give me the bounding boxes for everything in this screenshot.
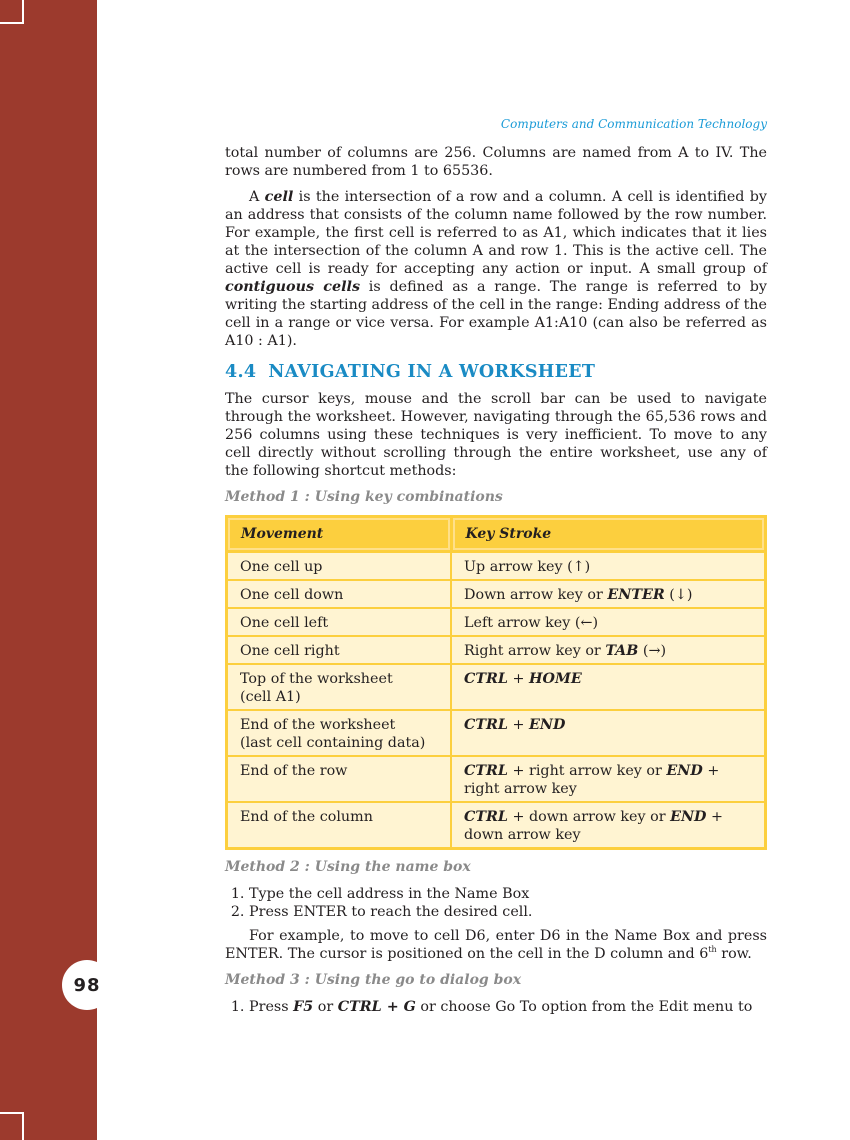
list-item: 2. Press ENTER to reach the desired cell. bbox=[249, 903, 767, 921]
movement-cell: End of the row bbox=[227, 756, 452, 802]
movement-cell: End of the column bbox=[227, 802, 452, 849]
keystroke-cell bbox=[451, 636, 766, 664]
table-row bbox=[227, 710, 766, 756]
text-run: or bbox=[313, 999, 338, 1015]
table-row bbox=[227, 756, 766, 802]
keystroke-cell bbox=[451, 802, 766, 849]
method3-title: Method 3 : Using the go to dialog box bbox=[225, 972, 522, 988]
table-row bbox=[227, 636, 766, 664]
method2-example bbox=[225, 927, 767, 963]
table-row bbox=[227, 552, 766, 581]
term-cell: cell bbox=[264, 189, 294, 205]
left-arrow-icon: ← bbox=[580, 615, 593, 631]
key-name: CTRL + G bbox=[337, 999, 416, 1015]
list-item bbox=[249, 998, 767, 1016]
text-run: Press bbox=[249, 999, 294, 1015]
text-run: A bbox=[249, 189, 265, 205]
text-run: + right arrow key or bbox=[507, 763, 667, 779]
keystroke-cell bbox=[451, 608, 766, 636]
intro-paragraph: total number of columns are 256. Columns are named from A to IV. The rows are numbered from 1 to 65536. bbox=[225, 145, 767, 179]
header-movement: Movement bbox=[227, 517, 452, 552]
text-run: Up arrow key ( bbox=[464, 559, 573, 575]
key-name: END bbox=[670, 809, 707, 825]
movement-cell: One cell down bbox=[227, 580, 452, 608]
text-run: + right arrow key bbox=[464, 763, 720, 797]
right-arrow-icon: (→ bbox=[638, 643, 661, 659]
down-arrow-icon: (↓ bbox=[664, 587, 687, 603]
text-run: End of the worksheet bbox=[240, 717, 396, 733]
keystroke-cell bbox=[451, 756, 766, 802]
term-contiguous-cells: contiguous cells bbox=[225, 279, 360, 295]
movement-cell bbox=[227, 664, 452, 710]
keystroke-cell bbox=[451, 710, 766, 756]
key-name: CTRL bbox=[464, 671, 508, 687]
movement-cell bbox=[227, 710, 452, 756]
superscript: th bbox=[708, 945, 717, 955]
table-row bbox=[227, 580, 766, 608]
text-run: ) bbox=[584, 559, 591, 575]
running-head: Computers and Communication Technology bbox=[500, 117, 767, 131]
list-item: 1. Type the cell address in the Name Box bbox=[249, 885, 767, 903]
page-number: 98 bbox=[62, 960, 112, 1010]
method3-steps bbox=[225, 998, 767, 1016]
text-run: (cell A1) bbox=[240, 689, 301, 705]
key-name: ENTER bbox=[607, 587, 665, 603]
section-title: NAVIGATING IN A WORKSHEET bbox=[268, 362, 596, 382]
movement-cell: One cell left bbox=[227, 608, 452, 636]
cell-paragraph bbox=[225, 188, 767, 350]
text-run: + bbox=[507, 717, 530, 733]
table-row bbox=[227, 664, 766, 710]
up-arrow-icon: ↑ bbox=[572, 559, 585, 575]
text-run: or choose Go To option from the Edit menu to bbox=[415, 999, 753, 1015]
text-run: Left arrow key ( bbox=[464, 615, 581, 631]
text-run: ) bbox=[660, 643, 667, 659]
key-name: CTRL bbox=[464, 763, 508, 779]
key-name: END bbox=[529, 717, 566, 733]
text-run: + down arrow key bbox=[464, 809, 723, 843]
keystroke-cell bbox=[451, 552, 766, 581]
method1-title: Method 1 : Using key combinations bbox=[225, 489, 503, 505]
table-row bbox=[227, 802, 766, 849]
method2-title: Method 2 : Using the name box bbox=[225, 859, 471, 875]
text-run: + down arrow key or bbox=[507, 809, 671, 825]
key-combinations-table bbox=[225, 515, 767, 850]
movement-cell: One cell up bbox=[227, 552, 452, 581]
key-name: HOME bbox=[529, 671, 582, 687]
key-name: CTRL bbox=[464, 717, 508, 733]
method2-steps bbox=[225, 885, 767, 921]
key-name: END bbox=[666, 763, 703, 779]
text-run: + bbox=[507, 671, 530, 687]
movement-cell: One cell right bbox=[227, 636, 452, 664]
table-row bbox=[227, 608, 766, 636]
crop-mark-bottom bbox=[0, 1112, 24, 1140]
text-run: row. bbox=[716, 946, 752, 962]
section-heading bbox=[225, 363, 767, 381]
text-run: (last cell containing data) bbox=[240, 735, 426, 751]
key-name: TAB bbox=[605, 643, 639, 659]
text-run: Right arrow key or bbox=[464, 643, 606, 659]
text-run: Top of the worksheet bbox=[240, 671, 393, 687]
text-run: is defined as a range. The range is referred to by writing the starting address of the cell in the range: Ending address of the cell in a range or vice versa. For example A1:A10 (can also be referred as A10 : A1). bbox=[225, 279, 768, 349]
key-name: CTRL bbox=[464, 809, 508, 825]
keystroke-cell bbox=[451, 580, 766, 608]
text-run: ) bbox=[686, 587, 693, 603]
table-header-row bbox=[227, 517, 766, 552]
key-name: F5 bbox=[293, 999, 314, 1015]
crop-mark-top bbox=[0, 0, 24, 24]
page-content bbox=[225, 144, 767, 1016]
text-run: Down arrow key or bbox=[464, 587, 608, 603]
section-number: 4.4 bbox=[225, 362, 257, 382]
section-body: The cursor keys, mouse and the scroll bar can be used to navigate through the worksheet. However, navigating through the 65,536 rows and 256 columns using these techniques is very inefficient. To move to any cell directly without scrolling through the entire worksheet, use any of the following shortcut methods: bbox=[225, 391, 767, 479]
text-run: is the intersection of a row and a column. A cell is identified by an address that consists of the column name followed by the row number. For example, the first cell is referred to as A1, which indicates that it lies at the intersection of the column A and row 1. This is the active cell. The active cell is ready for accepting any action or input. A small group of bbox=[225, 189, 768, 277]
keystroke-cell bbox=[451, 664, 766, 710]
text-run: ) bbox=[592, 615, 599, 631]
text-run: For example, to move to cell D6, enter D6 in the Name Box and press ENTER. The cursor is positioned on the cell in the D column and 6 bbox=[225, 928, 767, 962]
header-key-stroke: Key Stroke bbox=[451, 517, 766, 552]
